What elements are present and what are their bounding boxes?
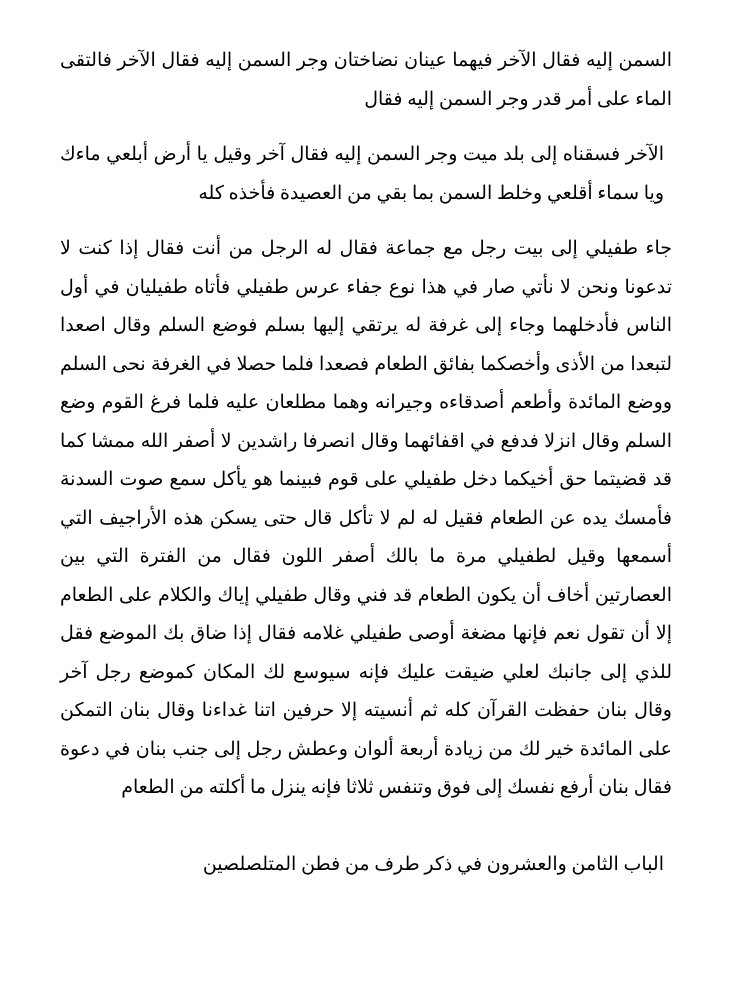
paragraph-1: السمن إليه فقال الآخر فيهما عينان نضاختان وجر السمن إليه فقال الآخر فالتقى الماء على أمر قدر وجر السمن إليه فقال xyxy=(60,50,672,110)
chapter-heading: الباب الثامن والعشرون في ذكر طرف من فطن المتلصلصين xyxy=(202,854,664,875)
paragraph-2: الآخر فسقناه إلى بلد ميت وجر السمن إليه فقال آخر وقيل يا أرض أبلعي ماءك ويا سماء أقلعي وخلط السمن بما بقي من العصيدة فأخذه كله xyxy=(60,144,664,204)
paragraph-3: جاء طفيلي إلى بيت رجل مع جماعة فقال له الرجل من أنت فقال إذا كنت لا تدعونا ونحن لا نأتي صار في هذا نوع جفاء عرس طفيلي فأتاه طفيليان في أول الناس فأدخلهما وجاء إلى غرفة له يرتقي إليها بسلم فوضع السلم وقال اصعدا لتبعدا من الأذى وأخصكما بفائق الطعام فصعدا فلما حصلا في الغرفة نحى السلم ووضع المائدة وأطعم أصدقاءه وجيرانه وهما مطلعان عليه فلما فرغ القوم وضع السلم وقال انزلا فدفع في اقفائهما وقال انصرفا راشدين لا أصفر الله ممشا كما قد قضيتما حق أخيكما دخل طفيلي على قوم فبينما هو يأكل سمع صوت السدنة فأمسك يده عن الطعام فقيل له لم لا تأكل قال حتى يسكن هذه الأراجيف التي أسمعها وقيل لطفيلي مرة ما بالك أصفر اللون فقال من الفترة التي بين العصارتين أخاف أن يكون الطعام قد فني وقال طفيلي إياك والكلام على الطعام إلا أن تقول نعم فإنها مضغة أوصى طفيلي غلامه فقال إذا ضاق بك الموضع فقل للذي إلى جانبك لعلي ضيقت عليك فإنه سيوسع لك المكان كموضع رجل آخر وقال بنان حفظت القرآن كله ثم أنسيته إلا حرفين اتنا غداءنا وقال بنان التمكن على المائدة خير لك من زيادة أربعة ألوان وعطش رجل إلى جنب بنان في دعوة فقال بنان أرفع نفسك إلى فوق وتنفس ثلاثا فإنه ينزل ما أكلته من الطعام xyxy=(60,238,672,798)
